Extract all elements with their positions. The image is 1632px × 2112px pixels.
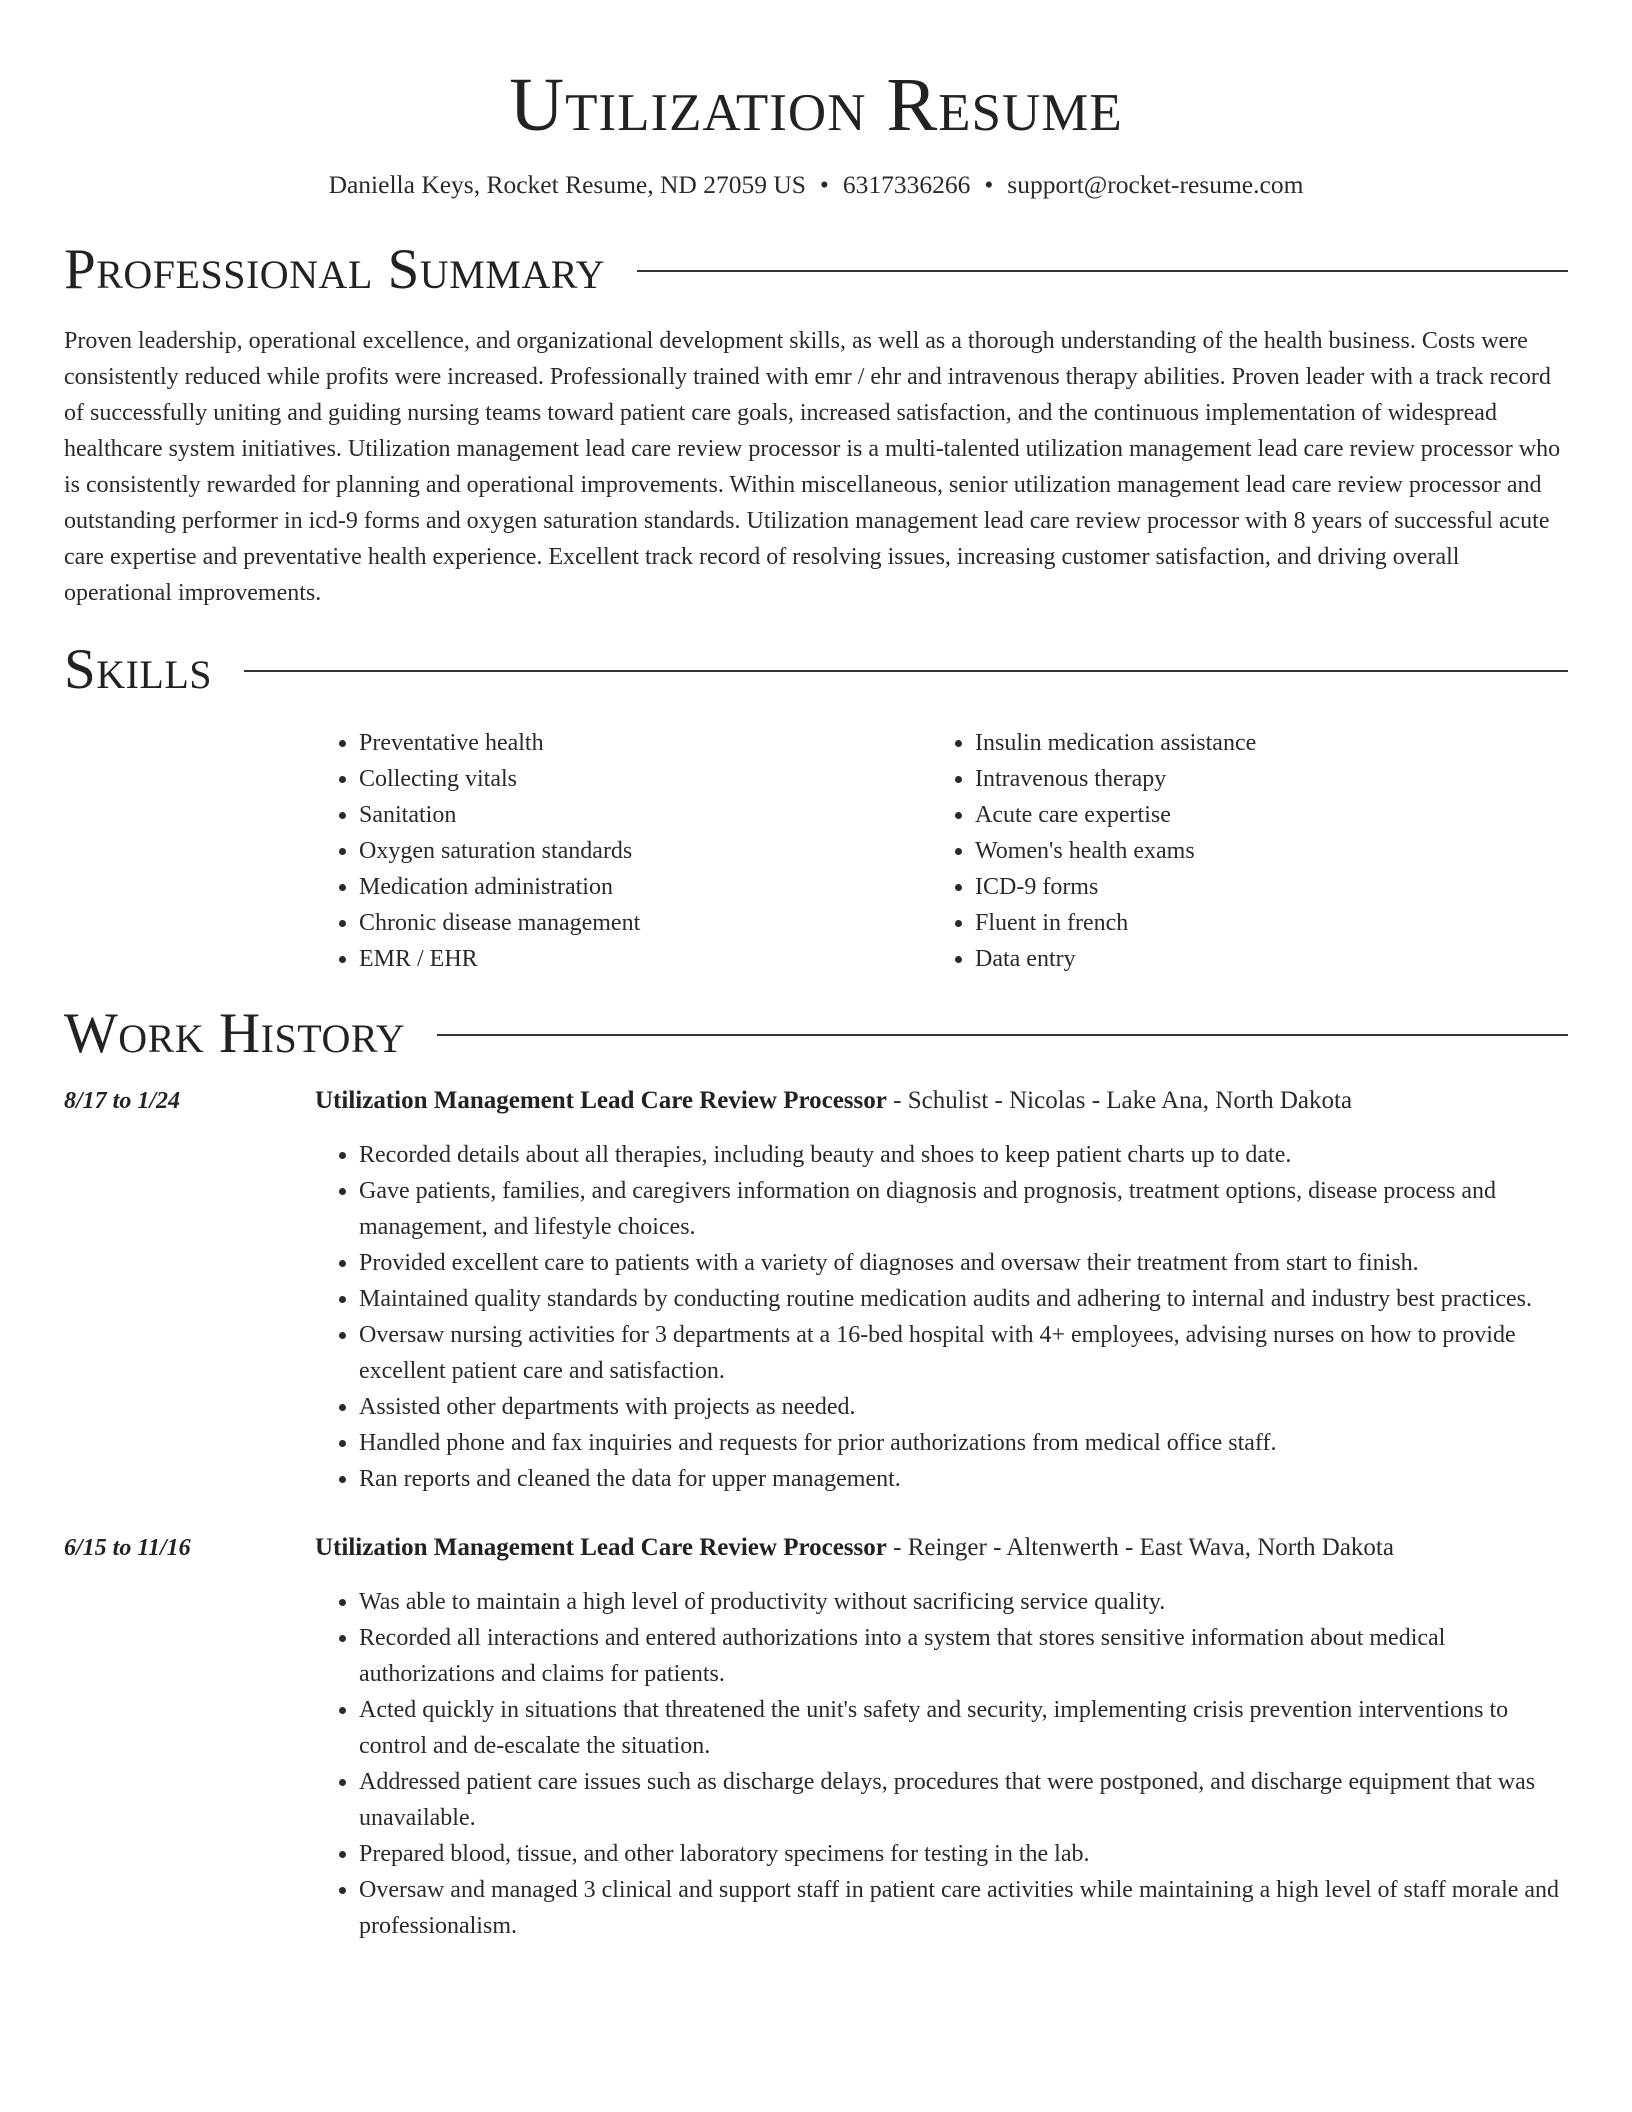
skill-item: • Intravenous therapy bbox=[975, 761, 1568, 797]
contact-email: support@rocket-resume.com bbox=[1007, 170, 1304, 199]
section-divider bbox=[637, 270, 1568, 272]
job-bullet: • Acted quickly in situations that threatened the unit's safety and security, implementing crisis prevention interventions to control and de-escalate the situation. bbox=[359, 1692, 1568, 1764]
job-bullet: • Addressed patient care issues such as discharge delays, procedures that were postponed, and discharge equipment that was unavailable. bbox=[359, 1764, 1568, 1836]
skills-heading: Skills bbox=[64, 638, 213, 701]
section-divider bbox=[244, 670, 1568, 672]
skill-item: • Insulin medication assistance bbox=[975, 725, 1568, 761]
skill-item: • Women's health exams bbox=[975, 833, 1568, 869]
section-divider bbox=[437, 1034, 1568, 1036]
job-details bbox=[315, 1083, 1568, 1497]
contact-address: Daniella Keys, Rocket Resume, ND 27059 US bbox=[328, 170, 806, 199]
skill-item: • Medication administration bbox=[359, 869, 931, 905]
job-bullet: • Ran reports and cleaned the data for upper management. bbox=[359, 1461, 1568, 1497]
job-bullet: • Handled phone and fax inquiries and requests for prior authorizations from medical office staff. bbox=[359, 1425, 1568, 1461]
job-bullet: • Recorded all interactions and entered authorizations into a system that stores sensitive information about medical authorizations and claims for patients. bbox=[359, 1620, 1568, 1692]
skill-item: • Fluent in french bbox=[975, 905, 1568, 941]
skills-section-header bbox=[64, 637, 1568, 703]
job-bullet: • Prepared blood, tissue, and other laboratory specimens for testing in the lab. bbox=[359, 1836, 1568, 1872]
skills-column-left bbox=[315, 725, 931, 977]
job-bullet: • Gave patients, families, and caregivers information on diagnosis and prognosis, treatment options, disease process and management, and lifestyle choices. bbox=[359, 1173, 1568, 1245]
skill-item: • Chronic disease management bbox=[359, 905, 931, 941]
skill-item: • Acute care expertise bbox=[975, 797, 1568, 833]
job-title: Utilization Management Lead Care Review Processor bbox=[315, 1087, 887, 1114]
skill-item: • EMR / EHR bbox=[359, 941, 931, 977]
job-header bbox=[315, 1530, 1568, 1566]
skill-item: • ICD-9 forms bbox=[975, 869, 1568, 905]
skill-item: • Preventative health bbox=[359, 725, 931, 761]
job-bullet: • Was able to maintain a high level of productivity without sacrificing service quality. bbox=[359, 1584, 1568, 1620]
work-section-header bbox=[64, 1001, 1568, 1067]
job-company: - Reinger - Altenwerth - East Wava, North Dakota bbox=[886, 1534, 1394, 1561]
job-bullet: • Oversaw nursing activities for 3 departments at a 16-bed hospital with 4+ employees, advising nurses on how to provide excellent patient care and satisfaction. bbox=[359, 1317, 1568, 1389]
job-entry bbox=[64, 1530, 1568, 1944]
skill-item: • Data entry bbox=[975, 941, 1568, 977]
job-dates: 6/15 to 11/16 bbox=[64, 1535, 191, 1561]
work-heading: Work History bbox=[64, 1002, 406, 1065]
contact-phone: 6317336266 bbox=[842, 170, 971, 199]
contact-separator: • bbox=[819, 170, 829, 199]
job-title: Utilization Management Lead Care Review Processor bbox=[315, 1534, 887, 1561]
summary-heading: Professional Summary bbox=[64, 238, 606, 301]
job-bullet: • Oversaw and managed 3 clinical and support staff in patient care activities while maintaining a high level of staff morale and professionalism. bbox=[359, 1872, 1568, 1944]
resume-title: Utilization Resume bbox=[509, 63, 1123, 147]
job-details bbox=[315, 1530, 1568, 1944]
job-entry bbox=[64, 1083, 1568, 1497]
skill-item: • Sanitation bbox=[359, 797, 931, 833]
summary-section-header bbox=[64, 237, 1568, 303]
job-bullet: • Recorded details about all therapies, including beauty and shoes to keep patient charts up to date. bbox=[359, 1137, 1568, 1173]
job-bullet: • Maintained quality standards by conducting routine medication audits and adhering to internal and industry best practices. bbox=[359, 1281, 1568, 1317]
job-bullets bbox=[315, 1137, 1568, 1497]
skill-item: • Oxygen saturation standards bbox=[359, 833, 931, 869]
job-bullet: • Provided excellent care to patients with a variety of diagnoses and oversaw their treatment from start to finish. bbox=[359, 1245, 1568, 1281]
skills-list bbox=[315, 725, 1568, 977]
job-header bbox=[315, 1083, 1568, 1119]
job-bullets bbox=[315, 1584, 1568, 1944]
skill-item: • Collecting vitals bbox=[359, 761, 931, 797]
job-bullet: • Assisted other departments with projects as needed. bbox=[359, 1389, 1568, 1425]
contact-line bbox=[64, 168, 1568, 202]
summary-text: Proven leadership, operational excellence, and organizational development skills, as well as a thorough understanding of the health business. Costs were consistently reduced while profits were increased. Professionally trained with emr / ehr and intravenous therapy abilities. Proven leader with a track record of successfully uniting and guiding nursing teams toward patient care goals, increased satisfaction, and the continuous implementation of widespread healthcare system initiatives. Utilization management lead care review processor is a multi-talented utilization management lead care review processor who is consistently rewarded for planning and operational improvements. Within miscellaneous, senior utilization management lead care review processor and outstanding performer in icd-9 forms and oxygen saturation standards. Utilization management lead care review processor with 8 years of successful acute care expertise and preventative health experience. Excellent track record of resolving issues, increasing customer satisfaction, and driving overall operational improvements. bbox=[64, 328, 1561, 606]
skills-column-right bbox=[931, 725, 1568, 977]
job-company: - Schulist - Nicolas - Lake Ana, North Dakota bbox=[886, 1087, 1353, 1114]
contact-separator: • bbox=[984, 170, 994, 199]
job-dates: 8/17 to 1/24 bbox=[64, 1088, 181, 1114]
